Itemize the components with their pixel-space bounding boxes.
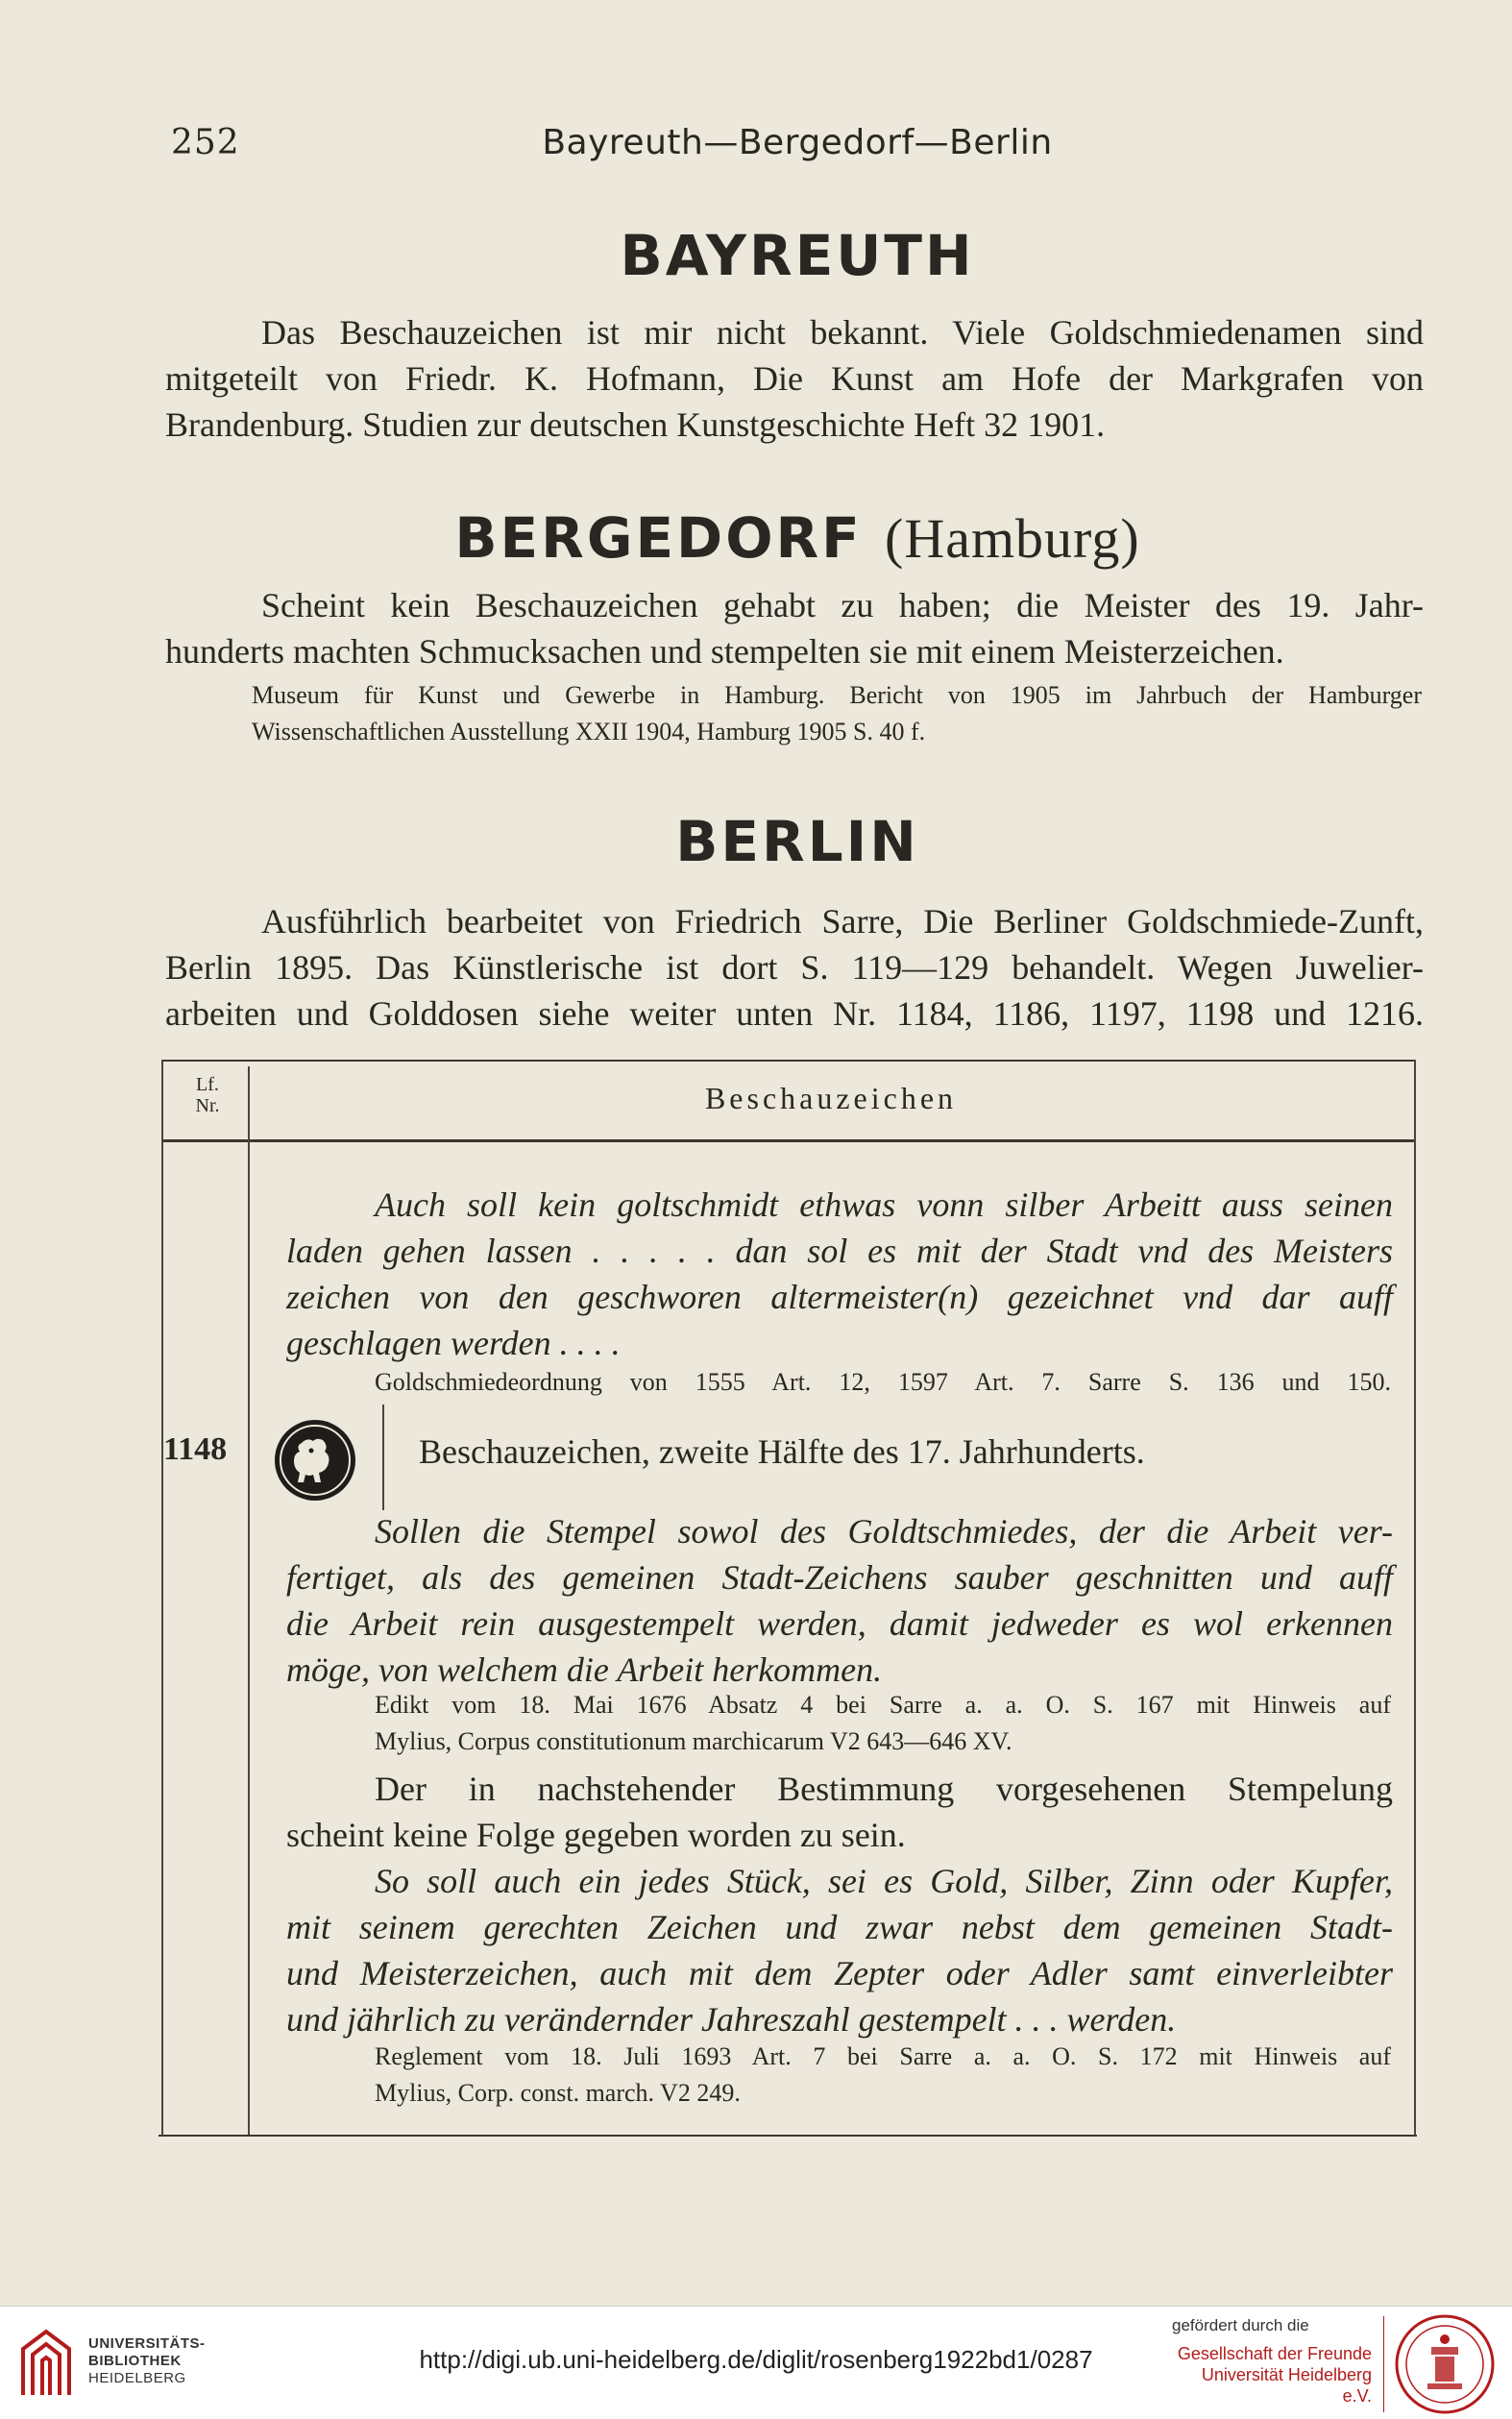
university-seal-icon: [1393, 2312, 1497, 2416]
quote-line: So soll auch ein jedes Stück, sei es Gold, Silber, Zinn oder Kupfer,: [375, 1862, 1393, 1900]
section-title-bayreuth: BAYREUTH: [620, 223, 975, 288]
table-bottom-rule: [159, 2135, 1417, 2137]
quote-line: geschlagen werden . . . .: [286, 1324, 621, 1362]
library-name-line: UNIVERSITÄTS-: [88, 2335, 206, 2352]
citation-reglement: [375, 2039, 1391, 2112]
quote-line: möge, von welchem die Arbeit herkommen.: [286, 1650, 883, 1689]
section-title-bergedorf: [0, 505, 1512, 571]
citation-line: Edikt vom 18. Mai 1676 Absatz 4 bei Sarre a. a. O. S. 167 mit Hinweis auf: [375, 1691, 1391, 1719]
quote-line: und jährlich zu verändernder Jahreszahl gestempelt . . . werden.: [286, 2000, 1177, 2039]
entry-number: 1148: [163, 1431, 228, 1467]
column-header-nr: Nr.: [195, 1095, 220, 1116]
quote-edikt: [286, 1508, 1393, 1693]
sponsor-name-line: Gesellschaft der Freunde: [1177, 2344, 1372, 2363]
permalink-url[interactable]: http://digi.ub.uni-heidelberg.de/diglit/rosenberg1922bd1/0287: [419, 2345, 1093, 2374]
berlin-paragraph: [165, 898, 1424, 1037]
note-line: Museum für Kunst und Gewerbe in Hamburg. Bericht von 1905 im Jahrbuch der Hamburger: [252, 681, 1422, 709]
section-title-text: BERGEDORF: [454, 505, 863, 571]
remark-line: Der in nachstehender Bestimmung vorgesehenen Stempelung: [375, 1770, 1393, 1808]
citation-line: Mylius, Corpus constitutionum marchicarum V2 643—646 XV.: [375, 1727, 1012, 1755]
column-header-beschauzeichen: Beschauzeichen: [704, 1081, 958, 1115]
text-line: Das Beschauzeichen ist mir nicht bekannt. Viele Goldschmiedenamen sind: [261, 313, 1424, 352]
quote-line: zeichen von den geschworen altermeister(n) gezeichnet vnd dar auff: [286, 1278, 1393, 1316]
mark-divider: [382, 1405, 384, 1510]
quote-line: und Meisterzeichen, auch mit dem Zepter oder Adler samt einverleibter: [286, 1954, 1393, 1992]
library-name-line: HEIDELBERG: [88, 2370, 186, 2386]
page-number: 252: [171, 123, 240, 162]
quote-line: fertiget, als des gemeinen Stadt-Zeichens sauber geschnitten und auff: [286, 1558, 1393, 1597]
library-name-line: BIBLIOTHEK: [88, 2353, 182, 2369]
column-header-lf-nr: [181, 1074, 234, 1116]
sponsor-divider: [1383, 2316, 1384, 2412]
column-header-lf: Lf.: [196, 1074, 219, 1095]
remark-paragraph: [286, 1766, 1393, 1858]
sponsor-label: gefördert durch die: [1172, 2316, 1309, 2334]
note-line: Wissenschaftlichen Ausstellung XXII 1904, Hamburg 1905 S. 40 f.: [252, 718, 926, 745]
text-line: Scheint kein Beschauzeichen gehabt zu haben; die Meister des 19. Jahr-: [261, 586, 1424, 624]
table-top-rule: [161, 1060, 1416, 1062]
quote-line: Auch soll kein goltschmidt ethwas vonn silber Arbeitt auss seinen: [375, 1185, 1393, 1224]
text-line: mitgeteilt von Friedr. K. Hofmann, Die Kunst am Hofe der Markgrafen von: [165, 359, 1424, 398]
table-right-border: [1414, 1060, 1416, 2136]
text-line: Brandenburg. Studien zur deutschen Kunstgeschichte Heft 32 1901.: [165, 405, 1106, 444]
running-title: Bayreuth—Bergedorf—Berlin: [542, 123, 1053, 162]
quote-line: mit seinem gerechten Zeichen und zwar nebst dem gemeinen Stadt-: [286, 1908, 1393, 1946]
text-line: Ausführlich bearbeitet von Friedrich Sarre, Die Berliner Goldschmiede-Zunft,: [261, 902, 1424, 941]
text-line: Berlin 1895. Das Künstlerische ist dort S. 119—129 behandelt. Wegen Juwelier-: [165, 948, 1424, 987]
bayreuth-paragraph: [165, 309, 1424, 448]
table-left-border: [161, 1060, 163, 2136]
remark-line: scheint keine Folge gegeben worden zu sein.: [286, 1816, 906, 1854]
mark-caption: Beschauzeichen, zweite Hälfte des 17. Jahrhunderts.: [419, 1432, 1145, 1471]
bergedorf-paragraph: [165, 582, 1424, 674]
text-line: arbeiten und Golddosen siehe weiter unten Nr. 1184, 1186, 1197, 1198 und 1216.: [165, 994, 1424, 1033]
citation-ordnung: [375, 1364, 1391, 1401]
table-header-rule: [161, 1139, 1416, 1142]
table-column-divider: [248, 1066, 250, 2135]
section-title-berlin: BERLIN: [675, 809, 919, 874]
section-subtitle: (Hamburg): [885, 507, 1140, 570]
sponsor-name-line: Universität Heidelberg e.V.: [1201, 2365, 1372, 2406]
citation-line: Reglement vom 18. Juli 1693 Art. 7 bei Sarre a. a. O. S. 172 mit Hinweis auf: [375, 2042, 1391, 2070]
citation-edikt: [375, 1687, 1391, 1760]
bear-mark-icon: [273, 1418, 357, 1503]
quote-line: Sollen die Stempel sowol des Goldtschmiedes, der die Arbeit ver-: [375, 1512, 1393, 1551]
quote-reglement: [286, 1858, 1393, 2042]
sponsor-name[interactable]: [1168, 2343, 1372, 2407]
bergedorf-note: [252, 677, 1422, 750]
quote-line: die Arbeit rein ausgestempelt werden, damit jedweder es wol erkennen: [286, 1604, 1393, 1643]
citation-line: Mylius, Corp. const. march. V2 249.: [375, 2079, 741, 2107]
text-line: hunderts machten Schmucksachen und stempelten sie mit einem Meisterzeichen.: [165, 632, 1284, 671]
quote-ordnung: [286, 1182, 1393, 1366]
citation-line: Goldschmiedeordnung von 1555 Art. 12, 1597 Art. 7. Sarre S. 136 und 150.: [375, 1368, 1391, 1396]
quote-line: laden gehen lassen . . . . . dan sol es mit der Stadt vnd des Meisters: [286, 1232, 1393, 1270]
viewer-footer: [0, 2306, 1512, 2419]
